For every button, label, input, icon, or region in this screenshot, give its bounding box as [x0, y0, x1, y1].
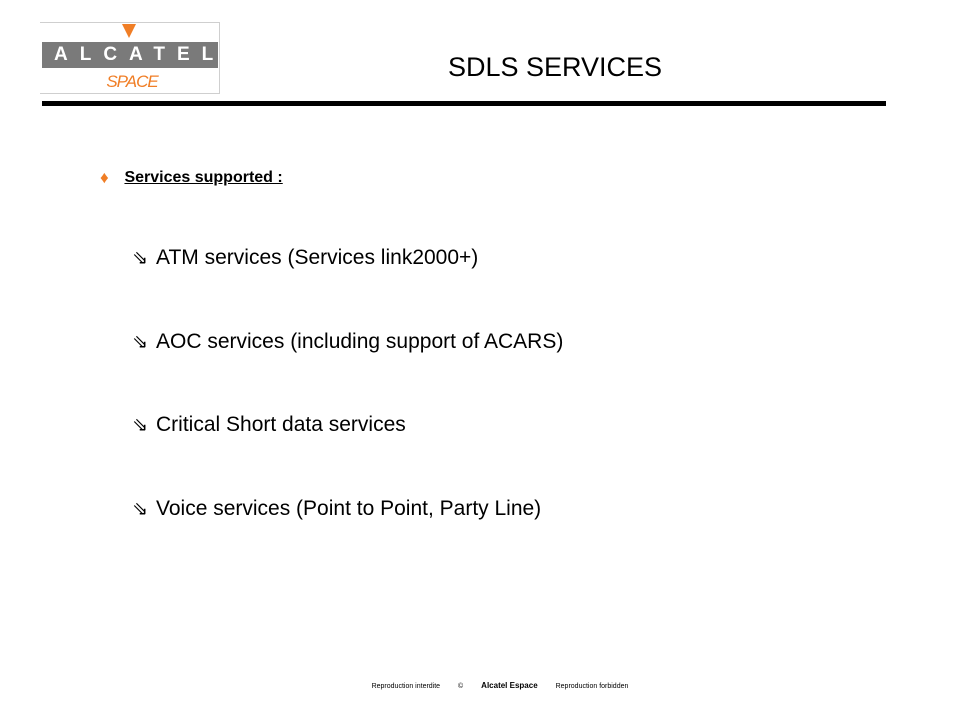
list-item — [132, 413, 406, 437]
slide-title: SDLS SERVICES — [447, 52, 663, 82]
list-item-text: Critical Short data services — [156, 413, 406, 436]
logo-frame — [40, 22, 220, 23]
title-divider — [42, 101, 886, 106]
logo-frame — [40, 93, 220, 94]
logo-brand-text: ALCATEL — [42, 42, 218, 68]
diamond-bullet-icon: ♦ — [100, 168, 109, 187]
alcatel-space-logo — [40, 22, 226, 94]
list-item — [132, 497, 541, 521]
logo-triangle-icon — [122, 24, 136, 38]
list-item — [132, 330, 563, 354]
footer — [0, 681, 960, 690]
list-item-text: ATM services (Services link2000+) — [156, 246, 479, 269]
section-label: Services supported : — [124, 169, 283, 186]
list-item-text: Voice services (Point to Point, Party Line) — [156, 497, 542, 520]
arrow-bullet-icon: ⇘ — [132, 498, 148, 520]
list-item-text: AOC services (including support of ACARS) — [156, 330, 564, 353]
footer-right: Reproduction forbidden — [555, 683, 629, 690]
arrow-bullet-icon: ⇘ — [132, 414, 148, 436]
list-item — [132, 246, 478, 270]
section-heading — [100, 168, 283, 192]
footer-left: Reproduction interdite — [371, 683, 441, 690]
arrow-bullet-icon: ⇘ — [132, 247, 148, 269]
footer-copyright: © — [458, 683, 464, 690]
footer-brand: Alcatel Espace — [481, 681, 538, 690]
logo-sub-text: SPACE — [106, 72, 158, 91]
arrow-bullet-icon: ⇘ — [132, 331, 148, 353]
